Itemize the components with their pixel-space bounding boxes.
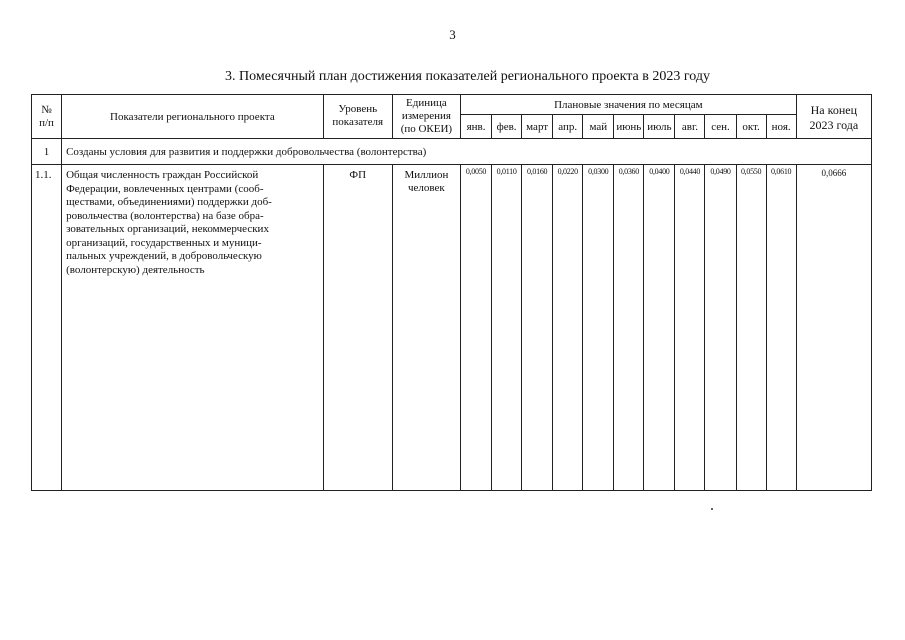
- table-row: [32, 165, 872, 491]
- header-month: июнь: [614, 115, 644, 139]
- header-end-of-year-text: На конец 2023 года: [809, 102, 859, 132]
- header-month: окт.: [736, 115, 766, 139]
- scan-speck: [711, 508, 713, 510]
- row-value: 0,0160: [522, 165, 553, 491]
- header-indicator: [62, 95, 324, 139]
- row-level: ФП: [323, 165, 392, 491]
- row-value: 0,0400: [644, 165, 675, 491]
- row-value: 0,0610: [766, 165, 796, 491]
- header-month: сен.: [705, 115, 736, 139]
- header-month: июль: [644, 115, 675, 139]
- section-number: 1: [32, 139, 62, 165]
- row-value: 0,0490: [705, 165, 736, 491]
- section-row: [32, 139, 872, 165]
- header-indicator-text: Показатели регионального проекта: [110, 111, 275, 123]
- row-value: 0,0300: [583, 165, 614, 491]
- page-title: 3. Помесячный план достижения показателей регионального проекта в 2023 году: [225, 69, 710, 84]
- row-number: 1.1.: [32, 165, 62, 491]
- row-indicator: [62, 165, 324, 491]
- row-value: 0,0550: [736, 165, 766, 491]
- row-unit: [392, 165, 460, 491]
- row-unit-text: Миллион человек: [404, 169, 449, 194]
- header-plan-text: Плановые значения по месяцам: [554, 98, 703, 111]
- header-level-text: Уровень показателя: [332, 103, 384, 128]
- header-level: [323, 95, 392, 139]
- header-month: янв.: [460, 115, 491, 139]
- header-month: май: [583, 115, 614, 139]
- page-number: 3: [449, 27, 456, 42]
- row-indicator-text: Общая численность граждан Российской Федерации, вовлеченных центрами (сооб- ществами, объединениями) поддержки доб- ровольчества (волонтерства) на базе обра- зовательных организаций, некоммерческих организаций, государственных и муници- пальных учреждений, в добровольческую (волонтерскую) деятельность: [66, 169, 272, 276]
- header-month: март: [522, 115, 553, 139]
- header-number-text: № п/п: [39, 103, 54, 129]
- row-value: 0,0050: [460, 165, 491, 491]
- header-month: апр.: [553, 115, 583, 139]
- header-unit: [392, 95, 460, 139]
- header-number: [32, 95, 62, 139]
- header-month: ноя.: [766, 115, 796, 139]
- header-month: фев.: [492, 115, 522, 139]
- row-value: 0,0220: [553, 165, 583, 491]
- row-end-of-year: 0,0666: [796, 165, 871, 491]
- header-end-of-year: [796, 95, 871, 139]
- row-value: 0,0110: [492, 165, 522, 491]
- header-month: авг.: [675, 115, 705, 139]
- header-plan: [460, 95, 796, 115]
- monthly-plan-table: [31, 94, 872, 491]
- row-value: 0,0440: [675, 165, 705, 491]
- header-unit-text: Единица измерения (по ОКЕИ): [400, 97, 453, 135]
- section-title: Созданы условия для развития и поддержки добровольчества (волонтерства): [62, 139, 872, 165]
- row-value: 0,0360: [614, 165, 644, 491]
